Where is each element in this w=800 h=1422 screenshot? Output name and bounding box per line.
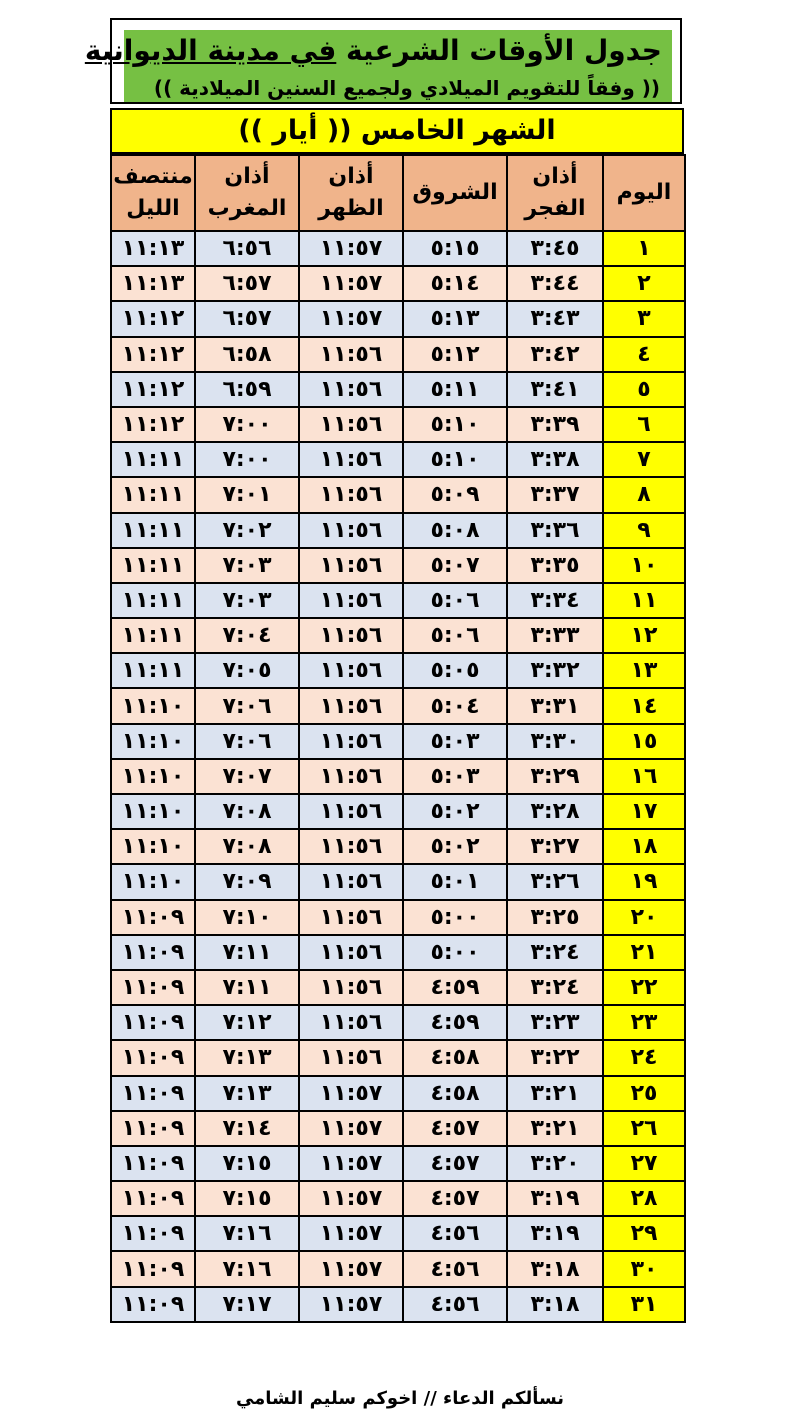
table-row <box>111 477 685 512</box>
cell-midnight: ١١:١٠ <box>111 724 195 759</box>
cell-fajr: ٣:٢١ <box>507 1076 603 1111</box>
cell-midnight: ١١:١٣ <box>111 266 195 301</box>
cell-midnight: ١١:٠٩ <box>111 900 195 935</box>
cell-midnight: ١١:١٢ <box>111 337 195 372</box>
footer-credit: نسألكم الدعاء // اخوكم سليم الشامي <box>235 1388 565 1409</box>
cell-fajr: ٣:٣٥ <box>507 548 603 583</box>
cell-fajr: ٣:٤٢ <box>507 337 603 372</box>
cell-fajr: ٣:٣٣ <box>507 618 603 653</box>
cell-fajr: ٣:٣٢ <box>507 653 603 688</box>
cell-maghrib: ٧:٠٧ <box>195 759 299 794</box>
cell-midnight: ١١:١٠ <box>111 759 195 794</box>
cell-dhuhr: ١١:٥٧ <box>299 1146 403 1181</box>
cell-sunrise: ٥:١٢ <box>403 337 507 372</box>
table-row <box>111 1146 685 1181</box>
cell-day: ٢٥ <box>603 1076 685 1111</box>
cell-maghrib: ٧:١٧ <box>195 1287 299 1322</box>
cell-midnight: ١١:١٢ <box>111 301 195 336</box>
table-row <box>111 583 685 618</box>
cell-maghrib: ٧:٠٨ <box>195 794 299 829</box>
table-row <box>111 548 685 583</box>
cell-maghrib: ٧:٠٣ <box>195 583 299 618</box>
table-header-row <box>111 155 685 231</box>
page-title <box>85 34 662 67</box>
cell-sunrise: ٥:٠٠ <box>403 900 507 935</box>
cell-day: ١ <box>603 231 685 266</box>
cell-dhuhr: ١١:٥٧ <box>299 266 403 301</box>
table-row <box>111 513 685 548</box>
cell-sunrise: ٥:٠٢ <box>403 794 507 829</box>
cell-dhuhr: ١١:٥٦ <box>299 337 403 372</box>
cell-day: ٥ <box>603 372 685 407</box>
cell-dhuhr: ١١:٥٧ <box>299 1076 403 1111</box>
cell-maghrib: ٧:١٣ <box>195 1076 299 1111</box>
cell-sunrise: ٤:٥٧ <box>403 1181 507 1216</box>
cell-sunrise: ٥:٠٦ <box>403 583 507 618</box>
cell-maghrib: ٧:٠٦ <box>195 688 299 723</box>
cell-day: ١٦ <box>603 759 685 794</box>
cell-maghrib: ٦:٥٨ <box>195 337 299 372</box>
cell-sunrise: ٥:٠٧ <box>403 548 507 583</box>
cell-dhuhr: ١١:٥٦ <box>299 372 403 407</box>
cell-sunrise: ٥:٠٣ <box>403 724 507 759</box>
cell-dhuhr: ١١:٥٦ <box>299 829 403 864</box>
cell-maghrib: ٧:١٦ <box>195 1251 299 1286</box>
table-row <box>111 301 685 336</box>
cell-dhuhr: ١١:٥٦ <box>299 442 403 477</box>
cell-fajr: ٣:٢٤ <box>507 935 603 970</box>
cell-sunrise: ٥:١٠ <box>403 442 507 477</box>
cell-midnight: ١١:٠٩ <box>111 1146 195 1181</box>
cell-day: ٢١ <box>603 935 685 970</box>
cell-fajr: ٣:١٩ <box>507 1181 603 1216</box>
cell-midnight: ١١:١١ <box>111 513 195 548</box>
cell-day: ٢٧ <box>603 1146 685 1181</box>
cell-maghrib: ٧:١٥ <box>195 1181 299 1216</box>
table-row <box>111 1287 685 1322</box>
cell-day: ٣١ <box>603 1287 685 1322</box>
title-box <box>84 18 682 104</box>
cell-fajr: ٣:٢١ <box>507 1111 603 1146</box>
cell-fajr: ٣:٣٩ <box>507 407 603 442</box>
table-row <box>111 372 685 407</box>
column-header-maghrib: أذان المغرب <box>195 155 299 231</box>
cell-day: ٣ <box>603 301 685 336</box>
cell-midnight: ١١:١١ <box>111 442 195 477</box>
cell-midnight: ١١:١٣ <box>111 231 195 266</box>
cell-midnight: ١١:٠٩ <box>111 1005 195 1040</box>
cell-fajr: ٣:٢٨ <box>507 794 603 829</box>
cell-midnight: ١١:٠٩ <box>111 1287 195 1322</box>
cell-day: ٣٠ <box>603 1251 685 1286</box>
cell-sunrise: ٤:٥٨ <box>403 1040 507 1075</box>
cell-dhuhr: ١١:٥٦ <box>299 724 403 759</box>
cell-sunrise: ٤:٥٩ <box>403 1005 507 1040</box>
cell-day: ٨ <box>603 477 685 512</box>
cell-maghrib: ٦:٥٧ <box>195 266 299 301</box>
table-row <box>111 1005 685 1040</box>
cell-day: ٢٣ <box>603 1005 685 1040</box>
cell-day: ٩ <box>603 513 685 548</box>
table-body <box>111 231 685 1322</box>
table-row <box>111 231 685 266</box>
cell-fajr: ٣:١٨ <box>507 1251 603 1286</box>
cell-midnight: ١١:١٠ <box>111 864 195 899</box>
cell-sunrise: ٥:١٥ <box>403 231 507 266</box>
cell-dhuhr: ١١:٥٦ <box>299 794 403 829</box>
cell-sunrise: ٥:١٣ <box>403 301 507 336</box>
cell-dhuhr: ١١:٥٧ <box>299 231 403 266</box>
cell-midnight: ١١:٠٩ <box>111 1040 195 1075</box>
cell-fajr: ٣:٤٣ <box>507 301 603 336</box>
cell-dhuhr: ١١:٥٧ <box>299 1111 403 1146</box>
cell-sunrise: ٤:٥٨ <box>403 1076 507 1111</box>
table-row <box>111 794 685 829</box>
cell-maghrib: ٧:١٣ <box>195 1040 299 1075</box>
table-row <box>111 407 685 442</box>
cell-sunrise: ٥:١٤ <box>403 266 507 301</box>
prayer-times-document <box>84 18 684 1386</box>
cell-day: ٢٩ <box>603 1216 685 1251</box>
cell-day: ٦ <box>603 407 685 442</box>
cell-maghrib: ٧:١٠ <box>195 900 299 935</box>
cell-maghrib: ٧:١٢ <box>195 1005 299 1040</box>
cell-dhuhr: ١١:٥٦ <box>299 759 403 794</box>
cell-dhuhr: ١١:٥٦ <box>299 688 403 723</box>
cell-day: ١٣ <box>603 653 685 688</box>
cell-day: ١٢ <box>603 618 685 653</box>
cell-maghrib: ٧:١١ <box>195 970 299 1005</box>
cell-day: ٢ <box>603 266 685 301</box>
table-row <box>111 900 685 935</box>
table-row <box>111 1216 685 1251</box>
cell-dhuhr: ١١:٥٦ <box>299 583 403 618</box>
cell-maghrib: ٧:٠٠ <box>195 442 299 477</box>
cell-dhuhr: ١١:٥٦ <box>299 653 403 688</box>
title-prefix: جدول الأوقات الشرعية <box>346 34 662 67</box>
cell-midnight: ١١:٠٩ <box>111 1216 195 1251</box>
cell-dhuhr: ١١:٥٦ <box>299 618 403 653</box>
cell-dhuhr: ١١:٥٦ <box>299 1005 403 1040</box>
title-city: في مدينة الديوانية <box>84 34 337 67</box>
cell-fajr: ٣:٢٣ <box>507 1005 603 1040</box>
cell-maghrib: ٦:٥٧ <box>195 301 299 336</box>
table-row <box>111 829 685 864</box>
cell-fajr: ٣:٣٨ <box>507 442 603 477</box>
table-row <box>111 442 685 477</box>
cell-day: ١٨ <box>603 829 685 864</box>
cell-sunrise: ٥:١٠ <box>403 407 507 442</box>
column-header-day: اليوم <box>603 155 685 231</box>
cell-midnight: ١١:٠٩ <box>111 970 195 1005</box>
title-banner <box>84 30 672 102</box>
cell-day: ١٠ <box>603 548 685 583</box>
table-row <box>111 724 685 759</box>
cell-sunrise: ٤:٥٦ <box>403 1251 507 1286</box>
cell-fajr: ٣:٢٥ <box>507 900 603 935</box>
cell-sunrise: ٥:٠٤ <box>403 688 507 723</box>
cell-midnight: ١١:١٢ <box>111 372 195 407</box>
cell-maghrib: ٧:١١ <box>195 935 299 970</box>
cell-day: ٤ <box>603 337 685 372</box>
cell-midnight: ١١:٠٩ <box>111 1181 195 1216</box>
cell-fajr: ٣:١٩ <box>507 1216 603 1251</box>
cell-dhuhr: ١١:٥٦ <box>299 548 403 583</box>
cell-midnight: ١١:٠٩ <box>111 1111 195 1146</box>
cell-midnight: ١١:٠٩ <box>111 935 195 970</box>
cell-day: ٧ <box>603 442 685 477</box>
cell-fajr: ٣:٢٤ <box>507 970 603 1005</box>
cell-maghrib: ٧:٠٨ <box>195 829 299 864</box>
prayer-times-table <box>110 154 686 1323</box>
cell-dhuhr: ١١:٥٦ <box>299 864 403 899</box>
cell-dhuhr: ١١:٥٦ <box>299 513 403 548</box>
cell-day: ٢٨ <box>603 1181 685 1216</box>
cell-sunrise: ٤:٥٦ <box>403 1216 507 1251</box>
cell-sunrise: ٤:٥٩ <box>403 970 507 1005</box>
table-row <box>111 970 685 1005</box>
cell-day: ١١ <box>603 583 685 618</box>
table-row <box>111 935 685 970</box>
table-row <box>111 864 685 899</box>
table-row <box>111 337 685 372</box>
cell-day: ١٧ <box>603 794 685 829</box>
cell-day: ١٥ <box>603 724 685 759</box>
cell-day: ٢٦ <box>603 1111 685 1146</box>
cell-fajr: ٣:٣١ <box>507 688 603 723</box>
cell-sunrise: ٥:١١ <box>403 372 507 407</box>
cell-maghrib: ٧:٠٠ <box>195 407 299 442</box>
cell-midnight: ١١:١٢ <box>111 407 195 442</box>
cell-maghrib: ٧:٠٥ <box>195 653 299 688</box>
cell-fajr: ٣:٢٦ <box>507 864 603 899</box>
cell-fajr: ٣:٣٦ <box>507 513 603 548</box>
cell-maghrib: ٧:١٤ <box>195 1111 299 1146</box>
cell-sunrise: ٤:٥٧ <box>403 1111 507 1146</box>
cell-sunrise: ٥:٠٢ <box>403 829 507 864</box>
cell-dhuhr: ١١:٥٧ <box>299 1287 403 1322</box>
cell-dhuhr: ١١:٥٧ <box>299 1251 403 1286</box>
cell-maghrib: ٧:٠٢ <box>195 513 299 548</box>
column-header-midnight: منتصف الليل <box>111 155 195 231</box>
cell-maghrib: ٧:١٦ <box>195 1216 299 1251</box>
cell-sunrise: ٤:٥٦ <box>403 1287 507 1322</box>
month-label: الشهر الخامس (( أيار )) <box>110 108 684 154</box>
table-row <box>111 1111 685 1146</box>
cell-maghrib: ٧:٠١ <box>195 477 299 512</box>
cell-midnight: ١١:١٠ <box>111 829 195 864</box>
cell-day: ٢٤ <box>603 1040 685 1075</box>
table-row <box>111 618 685 653</box>
cell-maghrib: ٧:٠٦ <box>195 724 299 759</box>
column-header-sunrise: الشروق <box>403 155 507 231</box>
cell-fajr: ٣:٣٧ <box>507 477 603 512</box>
cell-day: ٢٢ <box>603 970 685 1005</box>
cell-midnight: ١١:١١ <box>111 653 195 688</box>
cell-dhuhr: ١١:٥٦ <box>299 970 403 1005</box>
cell-midnight: ١١:٠٩ <box>111 1076 195 1111</box>
cell-maghrib: ٧:٠٣ <box>195 548 299 583</box>
cell-fajr: ٣:٤١ <box>507 372 603 407</box>
page-subtitle: (( وفقاً للتقويم الميلادي ولجميع السنين الميلادية )) <box>153 76 660 100</box>
cell-fajr: ٣:٢٩ <box>507 759 603 794</box>
cell-dhuhr: ١١:٥٧ <box>299 1216 403 1251</box>
cell-midnight: ١١:١١ <box>111 548 195 583</box>
column-header-dhuhr: أذان الظهر <box>299 155 403 231</box>
cell-fajr: ٣:٤٤ <box>507 266 603 301</box>
cell-sunrise: ٥:٠٠ <box>403 935 507 970</box>
cell-dhuhr: ١١:٥٧ <box>299 301 403 336</box>
table-row <box>111 266 685 301</box>
column-header-fajr: أذان الفجر <box>507 155 603 231</box>
cell-fajr: ٣:٢٧ <box>507 829 603 864</box>
cell-day: ٢٠ <box>603 900 685 935</box>
cell-midnight: ١١:١١ <box>111 477 195 512</box>
cell-sunrise: ٥:٠٦ <box>403 618 507 653</box>
cell-fajr: ٣:٢٢ <box>507 1040 603 1075</box>
table-row <box>111 759 685 794</box>
cell-sunrise: ٥:٠٨ <box>403 513 507 548</box>
cell-maghrib: ٦:٥٩ <box>195 372 299 407</box>
cell-maghrib: ٧:٠٩ <box>195 864 299 899</box>
cell-fajr: ٣:٣٠ <box>507 724 603 759</box>
table-row <box>111 1251 685 1286</box>
table-row <box>111 1181 685 1216</box>
cell-maghrib: ٧:١٥ <box>195 1146 299 1181</box>
cell-sunrise: ٥:٠١ <box>403 864 507 899</box>
table-row <box>111 1040 685 1075</box>
cell-sunrise: ٥:٠٥ <box>403 653 507 688</box>
cell-fajr: ٣:٤٥ <box>507 231 603 266</box>
cell-dhuhr: ١١:٥٦ <box>299 935 403 970</box>
cell-sunrise: ٤:٥٧ <box>403 1146 507 1181</box>
cell-fajr: ٣:٢٠ <box>507 1146 603 1181</box>
cell-day: ١٩ <box>603 864 685 899</box>
cell-day: ١٤ <box>603 688 685 723</box>
cell-dhuhr: ١١:٥٦ <box>299 900 403 935</box>
cell-dhuhr: ١١:٥٧ <box>299 1181 403 1216</box>
cell-fajr: ٣:١٨ <box>507 1287 603 1322</box>
cell-sunrise: ٥:٠٣ <box>403 759 507 794</box>
cell-midnight: ١١:٠٩ <box>111 1251 195 1286</box>
cell-sunrise: ٥:٠٩ <box>403 477 507 512</box>
cell-midnight: ١١:١٠ <box>111 794 195 829</box>
cell-dhuhr: ١١:٥٦ <box>299 407 403 442</box>
cell-midnight: ١١:١٠ <box>111 688 195 723</box>
cell-dhuhr: ١١:٥٦ <box>299 1040 403 1075</box>
cell-maghrib: ٦:٥٦ <box>195 231 299 266</box>
table-row <box>111 688 685 723</box>
table-row <box>111 1076 685 1111</box>
cell-midnight: ١١:١١ <box>111 583 195 618</box>
cell-dhuhr: ١١:٥٦ <box>299 477 403 512</box>
table-row <box>111 653 685 688</box>
cell-fajr: ٣:٣٤ <box>507 583 603 618</box>
cell-maghrib: ٧:٠٤ <box>195 618 299 653</box>
cell-midnight: ١١:١١ <box>111 618 195 653</box>
